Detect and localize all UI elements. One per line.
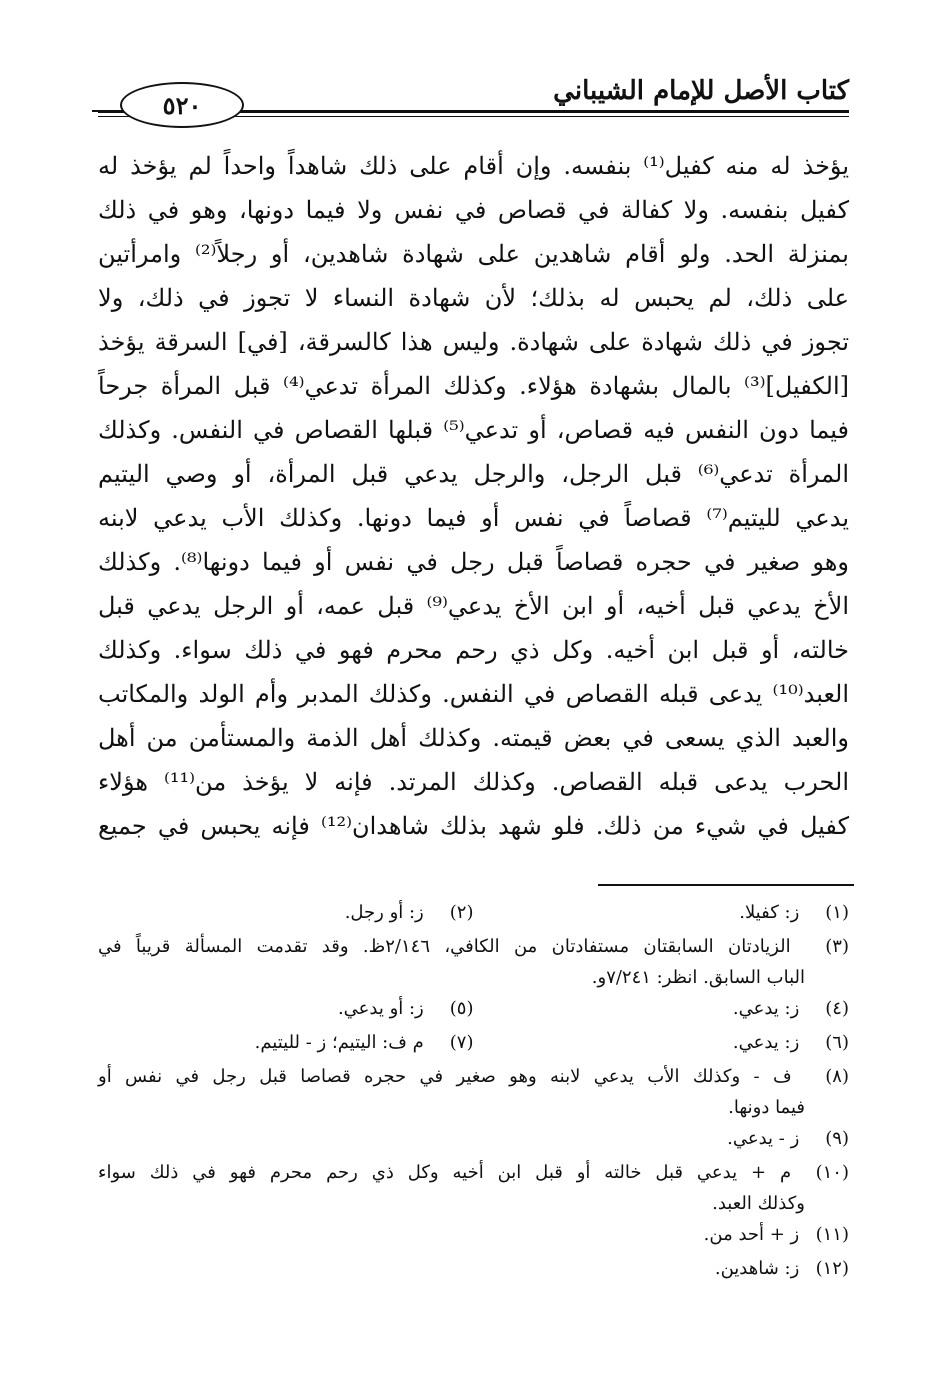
text-line: العبد⁽¹⁰⁾ يدعى قبله القصاص في النفس. وكذلك المدبر وأم الولد والمكاتب (98, 680, 849, 708)
text-line: خالته، أو قبل ابن أخيه. وكل ذي رحم محرم فهو في ذلك سواء. وكذلك (98, 636, 849, 664)
footnote-3: (٣) الزيادتان السابقتان مستفادتان من الكافي، ٢/١٤٦ظ. وقد تقدمت المسألة قريباً في (98, 936, 849, 957)
footnote-row (98, 992, 849, 1026)
footnote-6: (٦) ز: يدعي. (732, 1032, 849, 1053)
page-number: ٥٢٠ (120, 82, 244, 128)
footnote-10: (١٠) م + يدعي قبل خالته أو قبل ابن أخيه وكل ذي رحم محرم فهو في ذلك سواء (98, 1162, 849, 1183)
text-line: المرأة تدعي⁽⁶⁾ قبل الرجل، والرجل يدعي قبل المرأة، أو وصي اليتيم (98, 460, 849, 488)
text-line: بمنزلة الحد. ولو أقام شاهدين على شهادة شاهدين، أو رجلاً⁽²⁾ وامرأتين (98, 240, 849, 268)
text-line: يؤخذ له منه كفيل⁽¹⁾ بنفسه. وإن أقام على ذلك شاهداً واحداً لم يؤخذ له (98, 152, 849, 180)
text-line: يدعي لليتيم⁽⁷⁾ قصاصاً في نفس أو فيما دونها. وكذلك الأب يدعي لابنه (98, 504, 849, 532)
footnote-7: (٧) م ف: اليتيم؛ ز - لليتيم. (254, 1032, 474, 1053)
footnote-5: (٥) ز: أو يدعي. (337, 998, 474, 1019)
footnote-8: (٨) ف - وكذلك الأب يدعي لابنه وهو صغير في حجره قصاصا قبل رجل في نفس أو (98, 1066, 849, 1087)
text-line: الأخ يدعي قبل أخيه، أو ابن الأخ يدعي⁽⁹⁾ قبل عمه، أو الرجل يدعي قبل (98, 592, 849, 620)
footnote-row (98, 896, 849, 930)
main-text (98, 144, 849, 848)
footnote-11: (١١) ز + أحد من. (703, 1224, 849, 1245)
footnote-row (98, 1026, 849, 1060)
text-line: الحرب يدعى قبله القصاص. وكذلك المرتد. فإنه لا يؤخذ من⁽¹¹⁾ هؤلاء (98, 768, 849, 796)
text-line: تجوز في ذلك شهادة على شهادة. وليس هذا كالسرقة، [في] السرقة يؤخذ (98, 328, 850, 356)
footnotes (98, 896, 849, 1286)
text-line: [الكفيل]⁽³⁾ بالمال بشهادة هؤلاء. وكذلك المرأة تدعي⁽⁴⁾ قبل المرأة جرحاً (98, 372, 849, 400)
footnote-8-cont: فيما دونها. (728, 1097, 805, 1118)
text-line: فيما دون النفس فيه قصاص، أو تدعي⁽⁵⁾ قبلها القصاص في النفس. وكذلك (98, 416, 849, 444)
text-line: والعبد الذي يسعى في بعض قيمته. وكذلك أهل الذمة والمستأمن من أهل (98, 724, 849, 752)
text-line: على ذلك، لم يحبس له بذلك؛ لأن شهادة النساء لا تجوز في ذلك، ولا (98, 284, 849, 312)
footnote-3-cont: الباب السابق. انظر: ٧/٢٤١و. (591, 967, 805, 988)
text-line: كفيل في شيء من ذلك. فلو شهد بذلك شاهدان⁽¹²⁾ فإنه يحبس في جميع (98, 812, 849, 840)
footnote-2: (٢) ز: أو رجل. (344, 902, 474, 923)
text-line: كفيل بنفسه. ولا كفالة في قصاص في نفس ولا فيما دونها، وهو في ذلك (98, 196, 849, 224)
footnote-12: (١٢) ز: شاهدين. (714, 1258, 849, 1279)
footnote-4: (٤) ز: يدعي. (732, 998, 849, 1019)
footnote-9: (٩) ز - يدعي. (727, 1128, 849, 1149)
page-header (98, 62, 849, 128)
footnote-10-cont: وكذلك العبد. (712, 1193, 805, 1214)
running-title: كتاب الأصل للإمام الشيباني (553, 76, 849, 106)
footnote-1: (١) ز: كفيلا. (739, 902, 849, 923)
text-line: وهو صغير في حجره قصاصاً قبل رجل في نفس أو فيما دونها⁽⁸⁾. وكذلك (98, 548, 849, 576)
footnote-separator (598, 884, 854, 886)
